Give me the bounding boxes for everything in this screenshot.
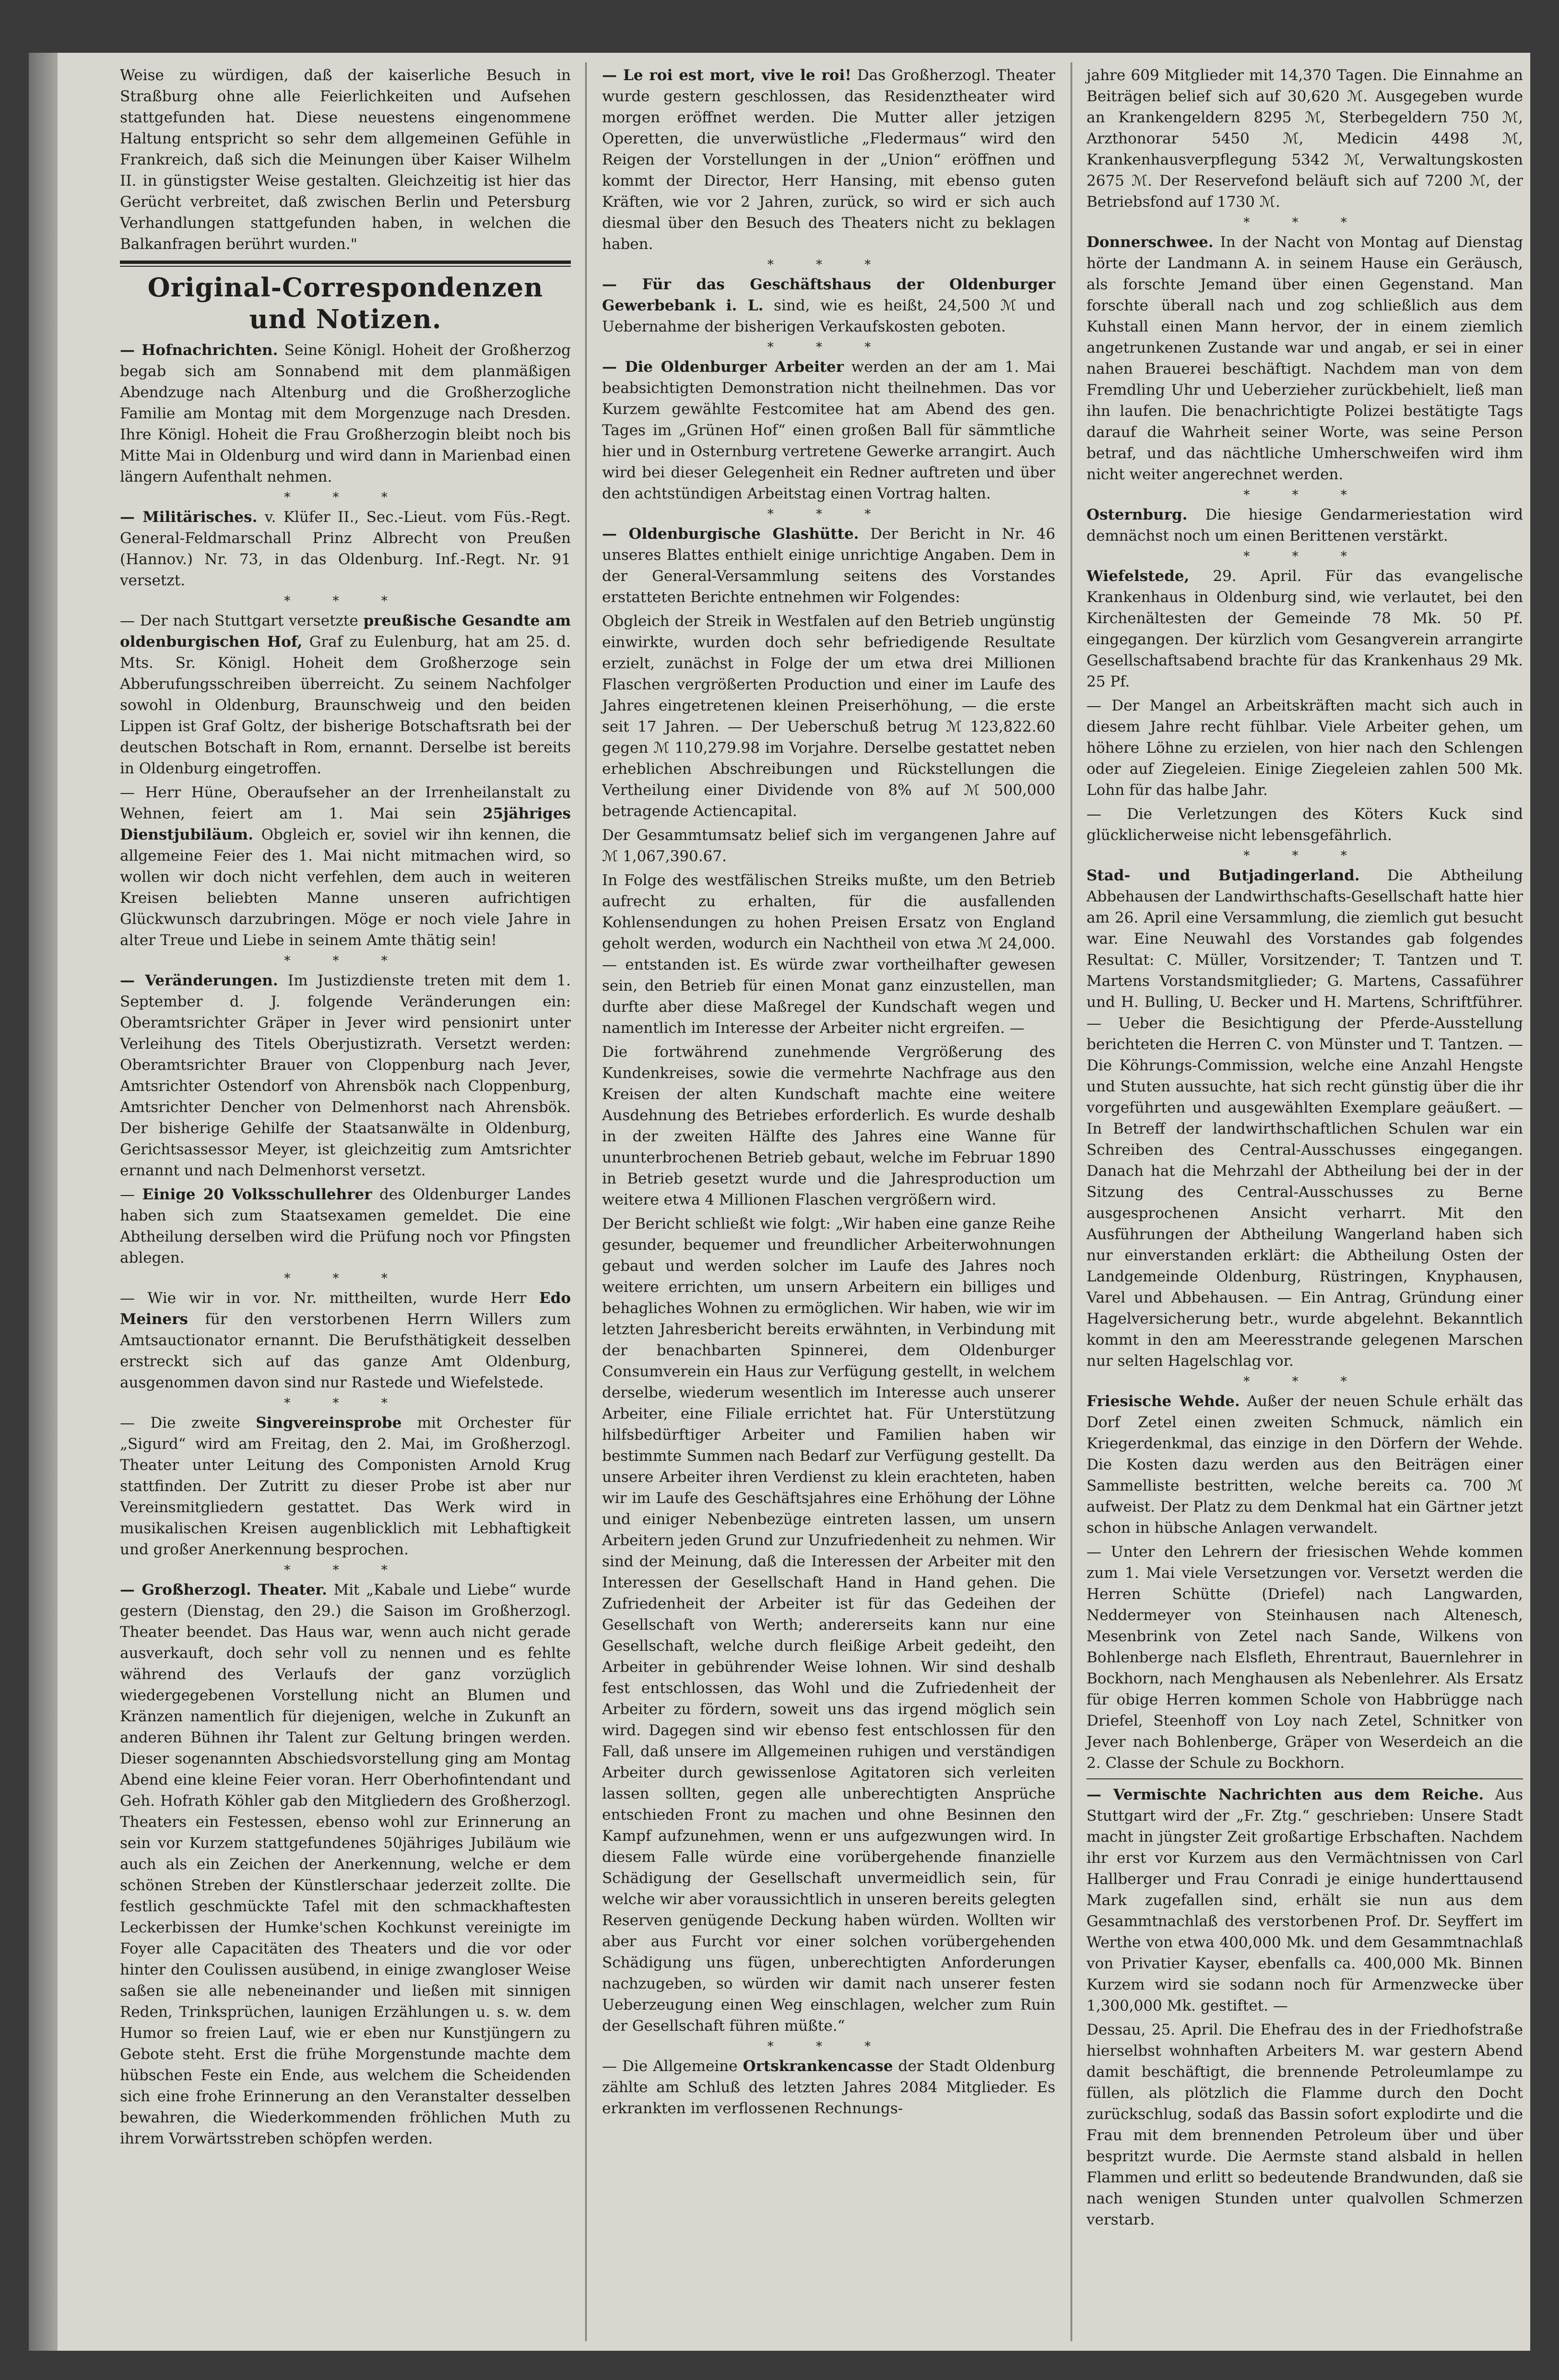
separator: * * * bbox=[1243, 215, 1366, 230]
article-heading: Einige 20 Volksschullehrer bbox=[142, 1186, 372, 1203]
column-2 bbox=[602, 65, 1055, 2122]
article-heading: — Veränderungen. bbox=[120, 972, 278, 989]
section-title: Original-Correspondenzen und Notizen. bbox=[147, 272, 543, 334]
column-1 bbox=[120, 65, 571, 2152]
article-volksschullehrer: — Einige 20 Volksschullehrer des Oldenburger Landes haben sich zum Staatsexamen gemeldet. Die eine Abtheilung derselben wird die Prüfung noch vor Pfingsten ablegen. bbox=[120, 1186, 571, 1267]
article-intro: Weise zu würdigen, daß der kaiserliche Besuch in Straßburg ohne alle Feierlichkeiten und Aufsehen stattgefunden hat. Diese neuestens eingenommene Haltung entspricht so sehr dem allgemeinen Gefühle in Frankreich, daß sich die Meinungen über Kaiser Wilhelm II. in günstigster Weise gestalten. Gleichzeitig ist hier das Gerücht verbreitet, daß zwischen Berlin und Petersburg Verhandlungen stattgefunden haben, in welchen die Balkanfragen berührt wurden." bbox=[120, 67, 571, 253]
article-wiefelstede-p3: — Die Verletzungen des Köters Kuck sind glücklicherweise nicht lebensgefährlich. bbox=[1087, 805, 1523, 844]
separator: * * * bbox=[284, 1563, 407, 1577]
article-glashuette-p3: Der Gesammtumsatz belief sich im vergangenen Jahre auf ℳ 1,067,390.67. bbox=[602, 827, 1055, 865]
article-heading: — Oldenburgische Glashütte. bbox=[602, 525, 859, 543]
separator: * * * bbox=[284, 954, 407, 968]
article-heading: 25jähriges Dienstjubiläum. bbox=[120, 805, 571, 843]
article-osternburg: Osternburg. Die hiesige Gendarmeriestation wird demnächst noch um einen Berittenen verstärkt. bbox=[1087, 506, 1523, 545]
article-glashuette: — Oldenburgische Glashütte. Der Bericht in Nr. 46 unseres Blattes enthielt einige unrichtige Angaben. Dem in der General-Versammlung seitens des Vorstandes erstatteten Berichte entnehmen wir Folgendes: bbox=[602, 525, 1055, 606]
article-stadland: Stad- und Butjadingerland. Die Abtheilung Abbehausen der Landwirthschafts-Gesellschaft hatte hier am 26. April eine Versammlung, die ziemlich gut besucht war. Eine Neuwahl des Vorstandes gab folgendes Resultat: C. Müller, Vorsitzender; T. Tantzen und T. Martens Vorstandsmitglieder; G. Martens, Cassaführer und H. Bulling, U. Becker und H. Martens, Schriftführer. — Ueber die Besichtigung der Pferde-Ausstellung berichteten die Herren C. von Münster und T. Tantzen. — Die Köhrungs-Commission, welche eine Anzahl Hengste und Stuten aussuchte, hat sich recht günstig über die ihr vorgeführten und ausgewählten Exemplare geäußert. — In Betreff der landwirthschaftlichen Schulen war ein Schreiben des Central-Ausschusses eingegangen. Danach hat die Mehrzahl der Abtheilung bei der in der Sitzung des Central-Ausschusses zu Berne ausgesprochenen Ansicht verharrt. Mit den Ausführungen der Abtheilung Wangerland haben sich nur einverstanden erklärt: die Abtheilung Osten der Landgemeinde Oldenburg, Rüstringen, Knyphausen, Varel und Abbehausen. — Ein Antrag, Gründung einer Hagelversicherung betr., wurde abgelehnt. Bekanntlich kommt in den am Meeresstrande gelegenen Marschen nur selten Hagelschlag vor. bbox=[1087, 867, 1523, 1370]
separator: * * * bbox=[767, 2039, 890, 2054]
article-heading: — Militärisches. bbox=[120, 509, 258, 526]
article-militaerisches: — Militärisches. v. Klüfer II., Sec.-Lieut. vom Füs.-Regt. General-Feldmarschall Prinz Albrecht von Preußen (Hannov.) Nr. 73, in das Oldenburg. Inf.-Regt. Nr. 91 versetzt. bbox=[120, 509, 571, 589]
article-huene: — Herr Hüne, Oberaufseher an der Irrenheilanstalt zu Wehnen, feiert am 1. Mai sein 25jähriges Dienstjubiläum. Obgleich er, soviel wir ihn kennen, die allgemeine Feier des 1. Mai nicht mitmachen wird, so wollen wir doch nicht verfehlen, dem auch in weiteren Kreisen beliebten Manne unseren aufrichtigen Glückwunsch darzubringen. Möge er noch viele Jahre in alter Treue und Liebe in seinem Amte thätig sein! bbox=[120, 784, 571, 949]
article-vermischte-nachrichten-p2: Dessau, 25. April. Die Ehefrau des in der Friedhofstraße hierselbst wohnhaften Arbeiters M. war gestern Abend damit beschäftigt, die brennende Petroleumlampe zu füllen, als plötzlich die Flamme durch den Docht zurückschlug, sodaß das Bassin sofort explodirte und die Frau mit dem brennenden Petroleum über und über bespritzt wurde. Die Aermste stand alsbald in hellen Flammen und erlitt so bedeutende Brandwunden, daß sie nach wenigen Stunden unter qualvollen Schmerzen verstarb. bbox=[1087, 2021, 1523, 2228]
article-heading: — Für das Geschäftshaus der Oldenburger Gewerbebank i. L. bbox=[602, 276, 1055, 314]
separator: * * * bbox=[284, 1271, 407, 1286]
article-veraenderungen: — Veränderungen. Im Justizdienste treten mit dem 1. September d. J. folgende Veränderungen ein: Oberamtsrichter Gräper in Jever wird pensionirt unter Verleihung des Titels Oberjustizrath. Versetzt werden: Oberamtsrichter Brauer von Cloppenburg nach Jever, Amtsrichter Ostendorf von Ahrensbök nach Cloppenburg, Amtsrichter Dencher von Delmenhorst nach Ahrensbök. Der bisherige Gehilfe der Staatsanwälte in Oldenburg, Gerichtsassessor Meyer, ist gleichzeitig zum Amtsrichter ernannt und nach Delmenhorst versetzt. bbox=[120, 972, 571, 1179]
section-rule bbox=[120, 260, 571, 267]
separator: * * * bbox=[284, 490, 407, 505]
article-gewerbebank: — Für das Geschäftshaus der Oldenburger Gewerbebank i. L. sind, wie es heißt, 24,500 ℳ und Uebernahme der bisherigen Verkaufskosten geboten. bbox=[602, 276, 1055, 335]
article-friesische-wehde: Friesische Wehde. Außer der neuen Schule erhält das Dorf Zetel einen zweiten Schmuck, nämlich ein Kriegerdenkmal, das einzige in den Dörfern der Wehde. Die Kosten dazu werden aus den Beiträgen einer Sammelliste bestritten, welche bereits ca. 700 ℳ aufweist. Der Platz zu dem Denkmal hat ein Gärtner jetzt schon in hübsche Anlagen verwandelt. bbox=[1087, 1393, 1523, 1537]
separator: * * * bbox=[284, 1396, 407, 1410]
article-heading: Donnerschwee. bbox=[1087, 234, 1214, 251]
separator: * * * bbox=[767, 507, 890, 521]
separator: * * * bbox=[284, 594, 407, 608]
article-heading: Friesische Wehde. bbox=[1087, 1393, 1240, 1410]
article-glashuette-p4: In Folge des westfälischen Streiks mußte, um den Betrieb aufrecht zu erhalten, für die ausfallenden Kohlensendungen zu hohen Preisen Ersatz von England geholt werden, wodurch ein Nachtheil von etwa ℳ 24,000.— entstanden ist. Es würde zwar vortheilhafter gewesen sein, den Betrieb für einen Monat ganz einzustellen, man durfte aber diese Maßregel der Kundschaft wegen und namentlich im Interesse der Arbeiter nicht ergreifen. — bbox=[602, 872, 1055, 1037]
column-3 bbox=[1087, 65, 1523, 2233]
article-wiefelstede: Wiefelstede, 29. April. Für das evangelische Krankenhaus in Oldenburg sind, wie verlautet, bei den Kirchenältesten der Gemeinde 78 Mk. 50 Pf. eingegangen. Der kürzlich vom Gesangverein arrangirte Gesellschaftsabend brachte für das Krankenhaus 29 Mk. 25 Pf. bbox=[1087, 568, 1523, 690]
article-heading: — Hofnachrichten. bbox=[120, 342, 278, 359]
separator: * * * bbox=[1243, 488, 1366, 502]
newspaper-page bbox=[29, 53, 1530, 2351]
article-donnerschwee: Donnerschwee. In der Nacht von Montag auf Dienstag hörte der Landmann A. in seinem Hause ein Geräusch, als forschte Jemand über einen Gegenstand. Man forschte überall nach und zog schließlich aus dem Kuhstall einen Mann hervor, der in einem ziemlich angetrunkenen Zustande war und angab, er sei in einer nahen Brauerei beschäftigt. Nachdem man von dem Fremdling Uhr und Ueberzieher zurückbehielt, ließ man ihn laufen. Die benachrichtigte Polizei bestätigte Tags darauf die Wahrheit seiner Worte, was seine Person betraf, und das nächtliche Umherschweifen wird ihm nicht weiter angerechnet werden. bbox=[1087, 234, 1523, 483]
article-heading: Edo Meiners bbox=[120, 1290, 571, 1328]
article-heading: — Die Oldenburger Arbeiter bbox=[602, 358, 844, 376]
separator: * * * bbox=[767, 258, 890, 272]
article-theater: — Großherzogl. Theater. Mit „Kabale und Liebe“ wurde gestern (Dienstag, den 29.) die Saison im Großherzogl. Theater beendet. Das Haus war, wenn auch nicht gerade ausverkauft, doch sehr voll zu nennen und es fehlte während des Verlaufs der ganz vorzüglich wiedergegebenen Vorstellung nicht an Blumen und Kränzen namentlich für diejenigen, welche in Zukunft an anderen Bühnen ihr Talent zur Geltung bringen werden. Dieser sogenannten Abschiedsvorstellung ging am Montag Abend eine kleine Feier voran. Herr Oberhofintendant und Geh. Hofrath Köhler gab den Mitgliedern des Großherzogl. Theaters ein Festessen, ebenso wohl zur Erinnerung an sein vor Kurzem stattgefundenes 50jähriges Jubiläum wie auch als ein Zeichen der Anerkennung, welche er dem schönen Streben der Künstlerschaar jederzeit zollte. Die festlich geschmückte Tafel mit den schmackhaftesten Leckerbissen der Humke'schen Kochkunst vereinigte im Foyer alle Capacitäten des Theaters und die vor oder hinter den Coulissen ausübend, in einige zwangloser Weise saßen sie alle nebeneinander und ließen mit sinnigen Reden, Trinksprüchen, launigen Erzählungen u. s. w. dem Humor so freien Lauf, wie er eben nur Kunstjüngern zu Gebote steht. Erst die frühe Morgenstunde machte dem hübschen Feste ein Ende, aus welchem die Scheidenden sich eine frohe Erinnerung an den Veranstalter desselben bewahren, die Wiederkommenden fröhlichen Muth zu ihrem Vorwärtsstreben schöpfen werden. bbox=[120, 1581, 571, 2147]
section-rule bbox=[1087, 1778, 1523, 1779]
article-glashuette-p2: Obgleich der Streik in Westfalen auf den Betrieb ungünstig einwirkte, wurden doch sehr befriedigende Resultate erzielt, zunächst in Folge der um etwa drei Millionen Flaschen vergrößerten Production und einer im Laufe des Jahres eingetretenen kleinen Preiserhöhung, — die erste seit 17 Jahren. — Der Ueberschuß betrug ℳ 123,822.60 gegen ℳ 110,279.98 im Vorjahre. Derselbe gestattet neben erheblichen Abschreibungen und Rückstellungen die Vertheilung einer Dividende von 8% auf ℳ 500,000 betragende Actiencapital. bbox=[602, 613, 1055, 820]
article-friesische-wehde-p2: — Unter den Lehrern der friesischen Wehde kommen zum 1. Mai viele Versetzungen vor. Versetzt werden die Herren Schütte (Driefel) nach Langwarden, Neddermeyer von Steinhausen nach Altenesch, Mesenbrink von Zetel nach Sande, Wilkens von Bohlenberge nach Elsfleth, Ehrentraut, Bauernlehrer in Bockhorn, nach Menghausen als Nebenlehrer. Als Ersatz für obige Herren kommen Schole von Habbrügge nach Driefel, Steenhoff von Loy nach Zetel, Schnitker von Jever nach Bohlenberge, Gräper von Weserdeich an die 2. Classe der Schule zu Bockhorn. bbox=[1087, 1543, 1523, 1772]
column-rule bbox=[1071, 62, 1072, 2341]
article-heading: preußische Gesandte am oldenburgischen Hof, bbox=[120, 612, 571, 651]
article-heading: — Vermischte Nachrichten aus dem Reiche. bbox=[1087, 1786, 1484, 1803]
article-heading: Ortskrankencasse bbox=[743, 2058, 893, 2075]
article-heading: Osternburg. bbox=[1087, 506, 1188, 523]
article-hofnachrichten: — Hofnachrichten. Seine Königl. Hoheit der Großherzog begab sich am Sonnabend mit dem planmäßigen Abendzuge nach Altenburg und die Großherzogliche Familie am Montag mit dem Morgenzuge nach Dresden. Ihre Königl. Hoheit die Frau Großherzogin bleibt noch bis Mitte Mai in Oldenburg und wird dann in Marienbad einen längern Aufenthalt nehmen. bbox=[120, 342, 571, 485]
article-glashuette-p5: Die fortwährend zunehmende Vergrößerung des Kundenkreises, sowie die vermehrte Nachfrage aus den Kreisen der alten Kundschaft machte eine weitere Ausdehnung des Betriebes erforderlich. Es wurde deshalb in der zweiten Hälfte des Jahres eine Wanne für ununterbrochenen Betrieb gebaut, welche im Februar 1890 in Betrieb gesetzt wurde und die Jahresproduction um weitere etwa 4 Millionen Flaschen vergrößern wird. bbox=[602, 1043, 1055, 1208]
separator: * * * bbox=[1243, 849, 1366, 863]
article-glashuette-p6: Der Bericht schließt wie folgt: „Wir haben eine ganze Reihe gesunder, bequemer und freundlicher Arbeiterwohnungen gebaut und werden solcher im Laufe des Jahres noch weitere errichten, um unsern Arbeitern ein billiges und behagliches Wohnen zu ermöglichen. Wir haben, wie wir im letzten Jahresbericht bereits erwähnten, in Verbindung mit der benachbarten Spinnerei, dem Oldenburger Consumverein ein Haus zur Verfügung gestellt, in welchem derselbe, wiederum wesentlich im Interesse auch unserer Arbeiter, eine Filiale errichtet hat. Für Unterstützung hilfsbedürftiger Arbeiter und Familien haben wir bestimmte Summen nach Bedarf zur Verfügung gestellt. Da unsere Arbeiter ihren Verdienst zu klein erachteten, haben wir im Laufe des Geschäftsjahres eine Erhöhung der Löhne und einiger Nebenbezüge eintreten lassen, um unsern Arbeitern jeden Grund zur Unzufriedenheit zu nehmen. Wir sind der Meinung, daß die Interessen der Arbeiter mit den Interessen der Gesellschaft Hand in Hand gehen. Die Zufriedenheit der Arbeiter ist für das Gedeihen der Gesellschaft von Werth; andererseits kann nur eine Gesellschaft, welche durch fleißige Arbeit gedeiht, den Arbeiter in gebührender Weise lohnen. Wir sind deshalb fest entschlossen, das Wohl und die Zufriedenheit der Arbeiter zu fördern, soweit uns das irgend möglich sein wird. Dagegen sind wir ebenso fest entschlossen für den Fall, daß unsere im Allgemeinen ruhigen und verständigen Arbeiter durch gewissenlose Agitatoren sich verleiten lassen sollten, gegen alle unberechtigten Ansprüche entschieden Front zu machen und ohne Besinnen den Kampf aufzunehmen, wenn er uns aufgezwungen wird. In diesem Falle würde eine vorübergehende finanzielle Schädigung der Gesellschaft unvermeidlich sein, für welche wir aber voraussichtlich in unseren bereits gelegten Reserven genügende Deckung haben würden. Wollten wir aber aus Furcht vor einer solchen vorübergehenden Schädigung uns fügen, unberechtigten Anforderungen nachzugeben, so würden wir damit nach unserer festen Ueberzeugung einen Weg einschlagen, welcher zum Ruin der Gesellschaft führen müßte.“ bbox=[602, 1215, 1055, 2035]
article-heading: Stad- und Butjadingerland. bbox=[1087, 867, 1360, 884]
article-heading: — Großherzogl. Theater. bbox=[120, 1581, 327, 1599]
article-heading: Wiefelstede, bbox=[1087, 568, 1190, 585]
separator: * * * bbox=[1243, 1374, 1366, 1389]
article-wiefelstede-p2: — Der Mangel an Arbeitskräften macht sich auch in diesem Jahre recht fühlbar. Viele Arbeiter gehen, um höhere Löhne zu erzielen, von hier nach den Schlengen oder auf Ziegeleien. Einige Ziegeleien zahlen 500 Mk. Lohn für das halbe Jahr. bbox=[1087, 697, 1523, 799]
article-ortskrankencasse: — Die Allgemeine Ortskrankencasse der Stadt Oldenburg zählte am Schluß des letzten Jahres 2084 Mitglieder. Es erkrankten im verflossenen Rechnungs- bbox=[602, 2058, 1055, 2117]
separator: * * * bbox=[767, 340, 890, 355]
page-fold-shadow bbox=[29, 53, 58, 2351]
article-singvereinsprobe: — Die zweite Singvereinsprobe mit Orchester für „Sigurd“ wird am Freitag, den 2. Mai, im Großherzogl. Theater unter Leitung des Componisten Arnold Krug stattfinden. Der Zutritt zu dieser Probe ist aber nur Vereinsmitgliedern gestattet. Das Werk wird in musikalischen Kreisen augenblicklich mit Lebhaftigkeit und großer Anerkennung besprochen. bbox=[120, 1414, 571, 1558]
article-le-roi: — Le roi est mort, vive le roi! Das Großherzogl. Theater wurde gestern geschlossen, das Residenztheater wird morgen eröffnet werden. Die Mutter aller jetzigen Operetten, die unverwüstliche „Fledermaus“ wird den Reigen der Vorstellungen in der „Union“ eröffnen und kommt der Director, Herr Hansing, mit ebenso guten Kräften, wie vor 2 Jahren, zurück, so wird er sich auch diesmal über den Besuch des Theaters nicht zu beklagen haben. bbox=[602, 67, 1055, 253]
article-ortskrankencasse-cont: jahre 609 Mitglieder mit 14,370 Tagen. Die Einnahme an Beiträgen belief sich auf 30,620 ℳ. Ausgegeben wurde an Krankengeldern 8295 ℳ, Sterbegeldern 750 ℳ, Arzthonorar 5450 ℳ, Medicin 4498 ℳ, Krankenhausverpflegung 5342 ℳ, Verwaltungskosten 2675 ℳ. Der Reservefond beläuft sich auf 7200 ℳ, der Betriebsfond auf 1730 ℳ. bbox=[1087, 67, 1523, 211]
article-heading: — Le roi est mort, vive le roi! bbox=[602, 67, 851, 84]
article-vermischte-nachrichten: — Vermischte Nachrichten aus dem Reiche. Aus Stuttgart wird der „Fr. Ztg.“ geschrieben: Unsere Stadt macht in jüngster Zeit großartige Erbschaften. Nachdem ihr erst vor Kurzem aus den Vermächtnissen von Carl Hallberger und Frau Conradi je einige hunderttausend Mark zugefallen sind, erhält sie nun aus dem Gesammtnachlaß des verstorbenen Prof. Dr. Seyffert im Werthe von etwa 400,000 Mk. und dem Gesammtnachlaß von Privatier Kayser, ebenfalls ca. 400,000 Mk. Binnen Kurzem wird sie sodann noch für Armenzwecke über 1,300,000 Mk. gestiftet. — bbox=[1087, 1786, 1524, 2014]
article-edo-meiners: — Wie wir in vor. Nr. mittheilten, wurde Herr Edo Meiners für den verstorbenen Herrn Willers zum Amtsauctionator ernannt. Die Berufsthätigkeit desselben erstreckt sich auf das ganze Amt Oldenburg, ausgenommen davon sind nur Rastede und Wiefelstede. bbox=[120, 1290, 571, 1391]
article-heading: Singvereinsprobe bbox=[256, 1414, 402, 1432]
article-gesandte: — Der nach Stuttgart versetzte preußische Gesandte am oldenburgischen Hof, Graf zu Eulenburg, hat am 25. d. Mts. Sr. Königl. Hoheit dem Großherzoge sein Abberufungsschreiben überreicht. Zu seinem Nachfolger sowohl in Oldenburg, Braunschweig und den beiden Lippen ist Graf Goltz, der bisherige Botschaftsrath bei der deutschen Botschaft in Rom, ernannt. Derselbe ist bereits in Oldenburg eingetroffen. bbox=[120, 612, 571, 777]
article-arbeiter: — Die Oldenburger Arbeiter werden an der am 1. Mai beabsichtigten Demonstration nicht theilnehmen. Das vor Kurzem gewählte Festcomitee hat am Abend des gen. Tages im „Grünen Hof“ einen großen Ball für sämmtliche hier und in Osternburg vertretene Gewerke arrangirt. Auch wird bei dieser Gelegenheit ein Redner auftreten und über den achtstündigen Arbeitstag einen Vortrag halten. bbox=[602, 358, 1055, 502]
column-rule bbox=[585, 62, 587, 2341]
separator: * * * bbox=[1243, 549, 1366, 564]
